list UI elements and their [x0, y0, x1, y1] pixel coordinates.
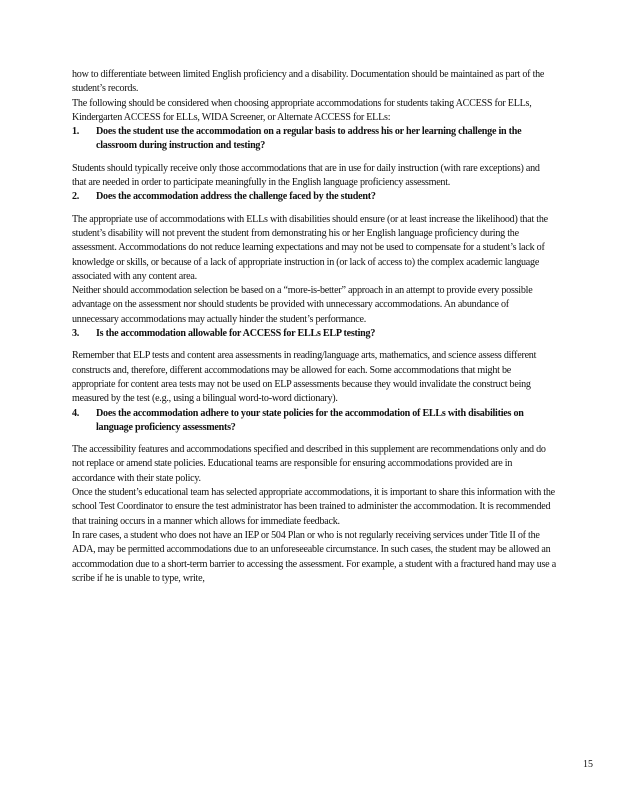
- question-2-text: Does the accommodation address the challenge faced by the student?: [96, 191, 376, 203]
- question-1-number: 1.: [72, 126, 80, 138]
- question-2-paragraph-1: The appropriate use of accommodations with ELLs with disabilities should ensure (or at least increase the likelihood) that the student’s disability will not prevent the student from demonstrating his or her English language proficiency during the assessment. Accommodations do not reduce learning expectations and may not be used to compensate for a student’s lack of knowledge or skills, or because of a lack of appropriate instruction in (or lack of access to) the complex academic language associated with any content area.: [72, 213, 548, 282]
- question-4-number: 4.: [72, 407, 80, 419]
- question-1-paragraph-1: Students should typically receive only those accommodations that are in use for daily instruction (with rare exceptions) and that are needed in order to participate meaningfully in the English language proficiency assessment.: [72, 162, 540, 189]
- question-4-paragraph-3: In rare cases, a student who does not have an IEP or 504 Plan or who is not regularly receiving services under Title II of the ADA, may be permitted accommodations due to an unforeseeable circumstance. In such cases, the student may be allowed an accommodation due to a short-term barrier to accessing the assessment. For example, a student with a fractured hand may use a scribe if he is unable to type, write,: [72, 529, 556, 584]
- question-3-heading: [72, 327, 556, 341]
- intro-paragraph-2: The following should be considered when choosing appropriate accommodations for students taking ACCESS for ELLs, Kindergarten ACCESS for ELLs, WIDA Screener, or Alternate ACCESS for ELLs:: [72, 97, 532, 123]
- page-number: 15: [583, 759, 593, 770]
- question-1-text: Does the student use the accommodation on a regular basis to address his or her learning challenge in the classroom during instruction and testing?: [96, 126, 522, 152]
- question-4-paragraph-2: Once the student’s educational team has selected appropriate accommodations, it is important to share this information with the school Test Coordinator to ensure the test administrator has been trained to administer the accommodation. It is recommended that training occurs in a manner which allows for immediate feedback.: [72, 487, 555, 527]
- question-3-number: 3.: [72, 328, 80, 340]
- question-1-heading: [72, 125, 556, 154]
- intro-paragraph-1: how to differentiate between limited English proficiency and a disability. Documentation should be maintained as part of the student’s records.: [72, 69, 545, 95]
- question-2-heading: [72, 190, 556, 204]
- question-4-text: Does the accommodation adhere to your state policies for the accommodation of ELLs with disabilities on language proficiency assessments?: [96, 407, 524, 433]
- question-2-number: 2.: [72, 191, 80, 203]
- question-4-heading: [72, 407, 556, 436]
- question-3-text: Is the accommodation allowable for ACCESS for ELLs ELP testing?: [96, 328, 376, 340]
- question-4-paragraph-1: The accessibility features and accommodations specified and described in this supplement are recommendations only and do not replace or amend state policies. Educational teams are responsible for ensuring accommodations provided are in accordance with their state policy.: [72, 444, 546, 484]
- question-2-paragraph-2: Neither should accommodation selection be based on a “more-is-better” approach in an attempt to provide every possible advantage on the assessment nor should students be provided with unnecessary accommodations. An abundance of unnecessary accommodations may actually hinder the student’s performance.: [72, 285, 533, 325]
- question-3-paragraph-1: Remember that ELP tests and content area assessments in reading/language arts, mathematics, and science assess different constructs and, therefore, different accommodations may be allowed for each. Some accommodations that might be appropriate for content area tests may not be used on ELP assessments because they would invalidate the construct being measured by the test (e.g., using a bilingual word-to-word dictionary).: [72, 350, 537, 405]
